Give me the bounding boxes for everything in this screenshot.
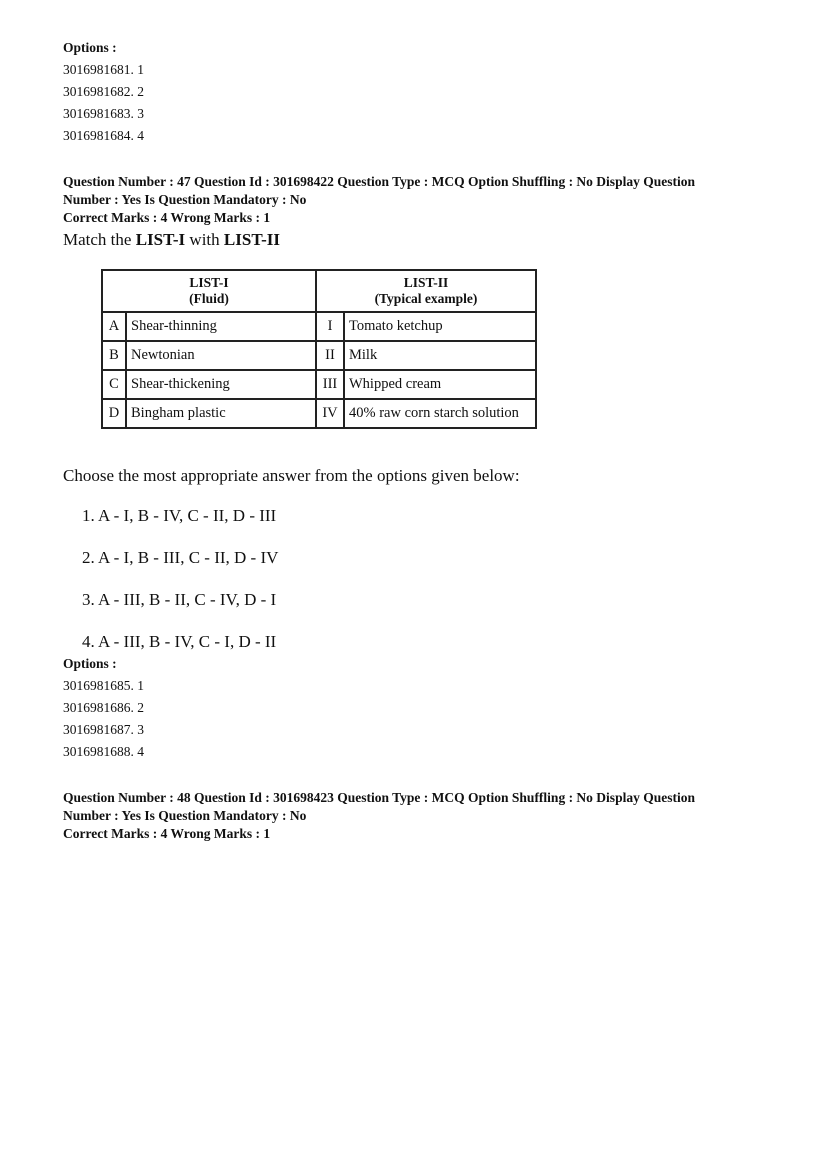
answer-1: 1. A - I, B - IV, C - II, D - III [82, 506, 277, 525]
match-table [101, 269, 537, 429]
row-example: Milk [344, 341, 536, 370]
row-num: I [316, 312, 344, 341]
row-letter: D [102, 399, 126, 428]
row-fluid: Shear-thinning [126, 312, 316, 341]
prompt-list2: LIST-II [223, 230, 280, 249]
table-row [102, 370, 536, 399]
q48-meta-line1: Question Number : 48 Question Id : 301698423 Question Type : MCQ Option Shuffling : No Display Question [63, 790, 695, 805]
row-num: IV [316, 399, 344, 428]
list1-header-sub: (Fluid) [189, 291, 229, 306]
list2-header [316, 270, 536, 312]
prev-option-4: 3016981684. 4 [63, 128, 144, 143]
list2-header-title: LIST-II [403, 275, 449, 290]
q47-marks: Correct Marks : 4 Wrong Marks : 1 [63, 210, 271, 225]
answer-3: 3. A - III, B - II, C - IV, D - I [82, 590, 277, 609]
answer-2: 2. A - I, B - III, C - II, D - IV [82, 548, 279, 567]
row-letter: B [102, 341, 126, 370]
table-row [102, 312, 536, 341]
row-letter: C [102, 370, 126, 399]
list2-header-sub: (Typical example) [374, 291, 478, 306]
list1-header [102, 270, 316, 312]
q47-option-2: 3016981686. 2 [63, 700, 144, 715]
row-letter: A [102, 312, 126, 341]
prompt-text-1: Match the [63, 230, 136, 249]
q47-option-1: 3016981685. 1 [63, 678, 144, 693]
q47-meta [63, 173, 763, 227]
q47-meta-line2: Number : Yes Is Question Mandatory : No [63, 192, 307, 207]
q48-meta [63, 789, 763, 843]
q47-meta-line1: Question Number : 47 Question Id : 301698422 Question Type : MCQ Option Shuffling : No Display Question [63, 174, 695, 189]
prev-options-label: Options : [63, 40, 117, 55]
prev-option-1: 3016981681. 1 [63, 62, 144, 77]
q47-prompt [63, 229, 280, 251]
prompt-text-2: with [185, 230, 224, 249]
row-example: Whipped cream [344, 370, 536, 399]
q47-choose: Choose the most appropriate answer from the options given below: [63, 466, 520, 485]
list1-header-title: LIST-I [189, 275, 229, 290]
table-row [102, 399, 536, 428]
table-header-row [102, 270, 536, 312]
q47-option-4: 3016981688. 4 [63, 744, 144, 759]
prev-option-2: 3016981682. 2 [63, 84, 144, 99]
prompt-list1: LIST-I [135, 230, 186, 249]
row-num: III [316, 370, 344, 399]
table-row [102, 341, 536, 370]
q48-marks: Correct Marks : 4 Wrong Marks : 1 [63, 826, 271, 841]
row-fluid: Newtonian [126, 341, 316, 370]
q47-options-label: Options : [63, 656, 117, 671]
row-example: 40% raw corn starch solution [344, 399, 536, 428]
q48-meta-line2: Number : Yes Is Question Mandatory : No [63, 808, 307, 823]
answer-4: 4. A - III, B - IV, C - I, D - II [82, 632, 277, 651]
row-example: Tomato ketchup [344, 312, 536, 341]
row-fluid: Bingham plastic [126, 399, 316, 428]
prev-option-3: 3016981683. 3 [63, 106, 144, 121]
row-fluid: Shear-thickening [126, 370, 316, 399]
q47-option-3: 3016981687. 3 [63, 722, 144, 737]
row-num: II [316, 341, 344, 370]
